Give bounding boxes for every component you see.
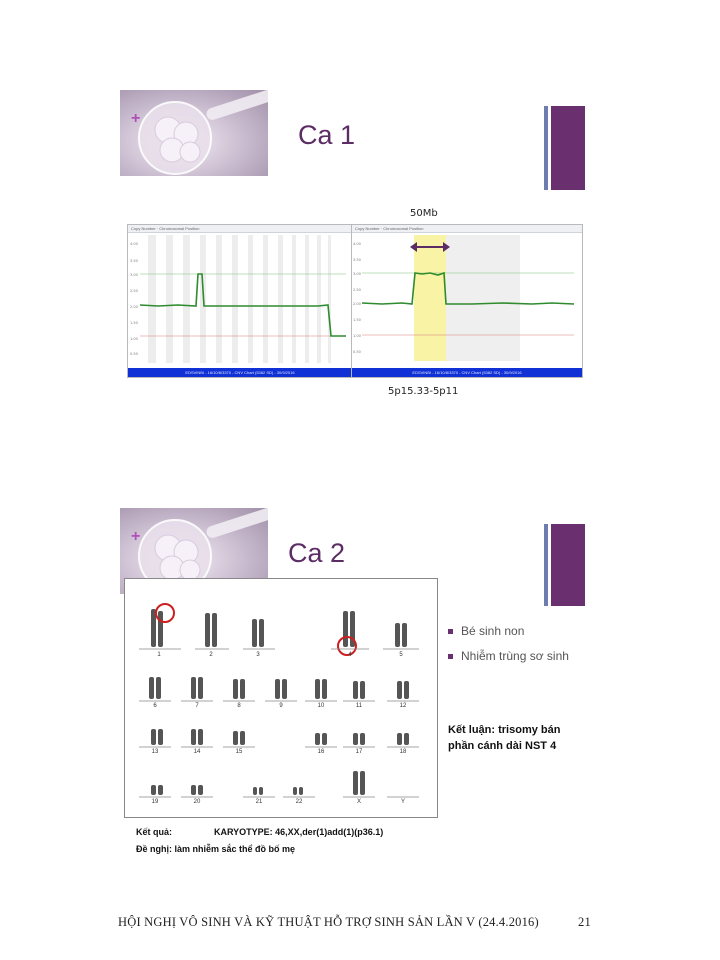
chr-label: 6 [153, 703, 157, 709]
chr-label: 16 [317, 749, 325, 755]
plus-icon-2: + [131, 528, 141, 545]
result-label: Kết quả: [136, 827, 172, 837]
svg-text:3.50: 3.50 [353, 258, 361, 262]
chr-label: 11 [355, 703, 363, 709]
bullet-item [448, 624, 524, 638]
double-arrow-icon [410, 240, 450, 254]
cnv-panel-genome [127, 224, 353, 378]
chr-label: 3 [256, 652, 260, 658]
chr-label: 8 [237, 703, 241, 709]
region-label: 5p15.33-5p11 [388, 386, 459, 397]
chr-label: X [356, 799, 361, 805]
svg-text:0.50: 0.50 [130, 352, 138, 356]
karyotype-image [124, 578, 438, 818]
svg-text:2.00: 2.00 [130, 305, 138, 309]
chr-label: 12 [399, 703, 407, 709]
chr-label: 9 [279, 703, 283, 709]
svg-text:3.00: 3.00 [130, 273, 138, 277]
svg-text:3.00: 3.00 [353, 272, 361, 276]
conclusion-line: phần cánh dài NST 4 [448, 740, 557, 752]
cnv-chr5-plot [352, 233, 582, 367]
cnv-tabs: Copy Number · Chromosomal Position [128, 225, 352, 233]
accent-bar-thin [544, 106, 548, 190]
conference-footer: HỘI NGHỊ VÔ SINH VÀ KỸ THUẬT HỖ TRỢ SINH SẢN LẦN V (24.4.2016) [118, 915, 539, 929]
svg-text:4.00: 4.00 [353, 242, 361, 246]
chr-label: 4 [348, 652, 352, 658]
svg-text:1.00: 1.00 [353, 334, 361, 338]
accent-bar-thin-2 [544, 524, 548, 606]
chr-label: 14 [193, 749, 201, 755]
karyotype-result: KARYOTYPE: 46,XX,der(1)add(1)(p36.1) [214, 827, 384, 837]
recommendation-text: Đề nghị: làm nhiễm sắc thể đồ bố mẹ [136, 844, 296, 854]
cnv-footer: EDSVINBI - 16/10/8/3370 - CNV Chart (5382 SD) - 30/9/2016 [128, 368, 352, 377]
cnv-panel-chr5 [351, 224, 583, 378]
cnv-tab2-label: Chromosomal Position [159, 226, 200, 231]
svg-text:1.50: 1.50 [353, 318, 361, 322]
cnv-tab-label-zoom: Copy Number [355, 226, 380, 231]
bullet-text: Nhiễm trùng sơ sinh [461, 649, 569, 663]
chr-label: 10 [317, 703, 325, 709]
conclusion-text [448, 722, 560, 754]
svg-text:1.50: 1.50 [130, 321, 138, 325]
slide1-title: Ca 1 [298, 120, 356, 150]
accent-bar-block [551, 106, 585, 190]
conclusion-line: Kết luận: trisomy bán [448, 724, 561, 736]
size-label: 50Mb [410, 208, 438, 219]
chr-label: 13 [151, 749, 159, 755]
chr-label: 20 [193, 799, 201, 805]
svg-text:2.00: 2.00 [353, 302, 361, 306]
chr-label: 17 [355, 749, 363, 755]
svg-text:2.50: 2.50 [130, 289, 138, 293]
cnv-tab-label: Copy Number [131, 226, 156, 231]
svg-text:1.00: 1.00 [130, 337, 138, 341]
chr-label: 18 [399, 749, 407, 755]
bullet-square-icon [448, 629, 453, 634]
chr-label: 2 [209, 652, 213, 658]
cnv-tabs-zoom: Copy Number · Chromosomal Position [352, 225, 582, 233]
bullet-square-icon [448, 654, 453, 659]
bullet-item [448, 649, 569, 663]
chr-label: 7 [195, 703, 199, 709]
cnv-genome-plot [128, 233, 352, 367]
cnv-tab2-label-zoom: Chromosomal Position [383, 226, 424, 231]
bullet-text: Bé sinh non [461, 624, 525, 638]
accent-bar-block-2 [551, 524, 585, 606]
chr-label: 22 [295, 799, 303, 805]
chr-label: 5 [399, 652, 403, 658]
chr-label: 15 [235, 749, 243, 755]
karyotype-chromosomes [125, 579, 437, 817]
plus-icon: + [131, 110, 141, 127]
svg-text:4.00: 4.00 [130, 242, 138, 246]
page-number: 21 [578, 915, 591, 929]
chr-label: 1 [157, 652, 161, 658]
chr-label: Y [400, 799, 405, 805]
svg-text:3.50: 3.50 [130, 259, 138, 263]
cnv-footer-zoom: EDSVINBI - 16/10/8/3370 - CNV Chart (5382 SD) - 30/9/2016 [352, 368, 582, 377]
svg-text:2.50: 2.50 [353, 288, 361, 292]
chr-label: 21 [255, 799, 263, 805]
svg-text:0.50: 0.50 [353, 350, 361, 354]
chr-label: 19 [151, 799, 159, 805]
embryo-photo [120, 90, 268, 176]
slide2-title: Ca 2 [288, 538, 346, 568]
